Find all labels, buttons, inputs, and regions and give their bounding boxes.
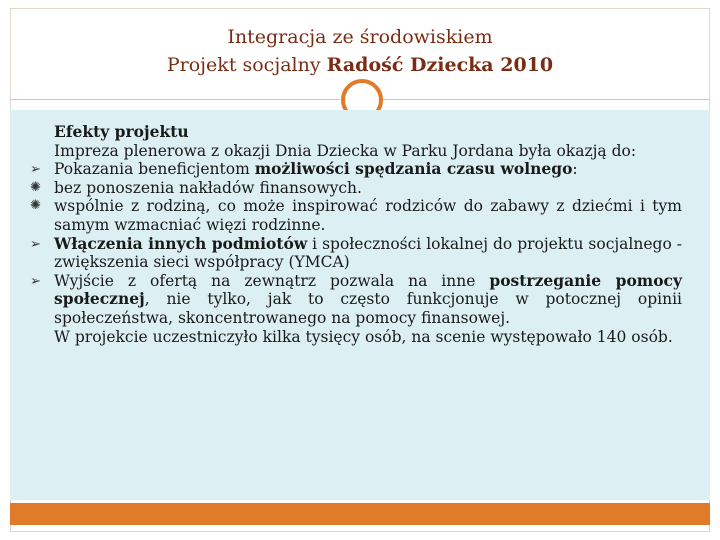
sparkle-bullet-icon: ✺ xyxy=(30,198,41,214)
item1-prefix: Pokazania beneficjentom xyxy=(54,160,255,179)
list-item-4 xyxy=(30,235,682,272)
header-divider-right xyxy=(380,99,710,100)
item5-prefix: Wyjście z ofertą na zewnątrz pozwala na inne xyxy=(54,271,490,290)
slide-body xyxy=(30,123,682,346)
heading-paragraph xyxy=(30,123,682,142)
closing-text: W projekcie uczestniczyło kilka tysięcy osób, na scenie występowało 140 osób. xyxy=(54,327,673,346)
section-heading: Efekty projektu xyxy=(54,122,189,141)
item4-suffix: i społeczności lokalnej do projektu socjalnego - zwiększenia sieci współpracy (YMCA) xyxy=(54,234,682,272)
arrow-bullet-icon: ➢ xyxy=(30,162,41,178)
item5-bold: postrzeganie pomocy społecznej xyxy=(54,270,682,309)
intro-text: Impreza plenerowa z okazji Dnia Dziecka w Parku Jordana była okazją do: xyxy=(54,141,637,160)
sparkle-bullet-icon: ✺ xyxy=(30,179,41,195)
list-item-3 xyxy=(30,197,682,234)
title-line-2 xyxy=(10,54,710,76)
closing-paragraph xyxy=(30,328,682,347)
title-project-name: Radość Dziecka 2010 xyxy=(326,54,554,76)
item5-suffix: , nie tylko, jak to często funkcjonuje w potocznej opinii społeczeństwa, skoncentrowanego na pomocy finansowej. xyxy=(54,290,682,327)
arrow-bullet-icon: ➢ xyxy=(30,273,41,289)
footer-accent-bar xyxy=(10,503,710,525)
list-item-5 xyxy=(30,272,682,328)
item3-text: wspólnie z rodziną, co może inspirować rodziców do zabawy z dziećmi i tym samym wzmacniać więzi rodzinne. xyxy=(54,197,682,234)
intro-paragraph xyxy=(30,142,682,161)
title-line-1: Integracja ze środowiskiem xyxy=(227,26,493,48)
header-divider-left xyxy=(10,99,340,100)
item4-bold: Włączenia innych podmiotów xyxy=(54,233,308,253)
arrow-bullet-icon: ➢ xyxy=(30,236,41,252)
item2-text: bez ponoszenia nakładów finansowych. xyxy=(54,178,362,197)
item1-suffix: : xyxy=(572,160,578,179)
item1-bold: możliwości spędzania czasu wolnego xyxy=(254,159,573,179)
title-prefix: Projekt socjalny xyxy=(166,54,327,76)
list-item-1 xyxy=(30,160,682,179)
list-item-2 xyxy=(30,179,682,198)
